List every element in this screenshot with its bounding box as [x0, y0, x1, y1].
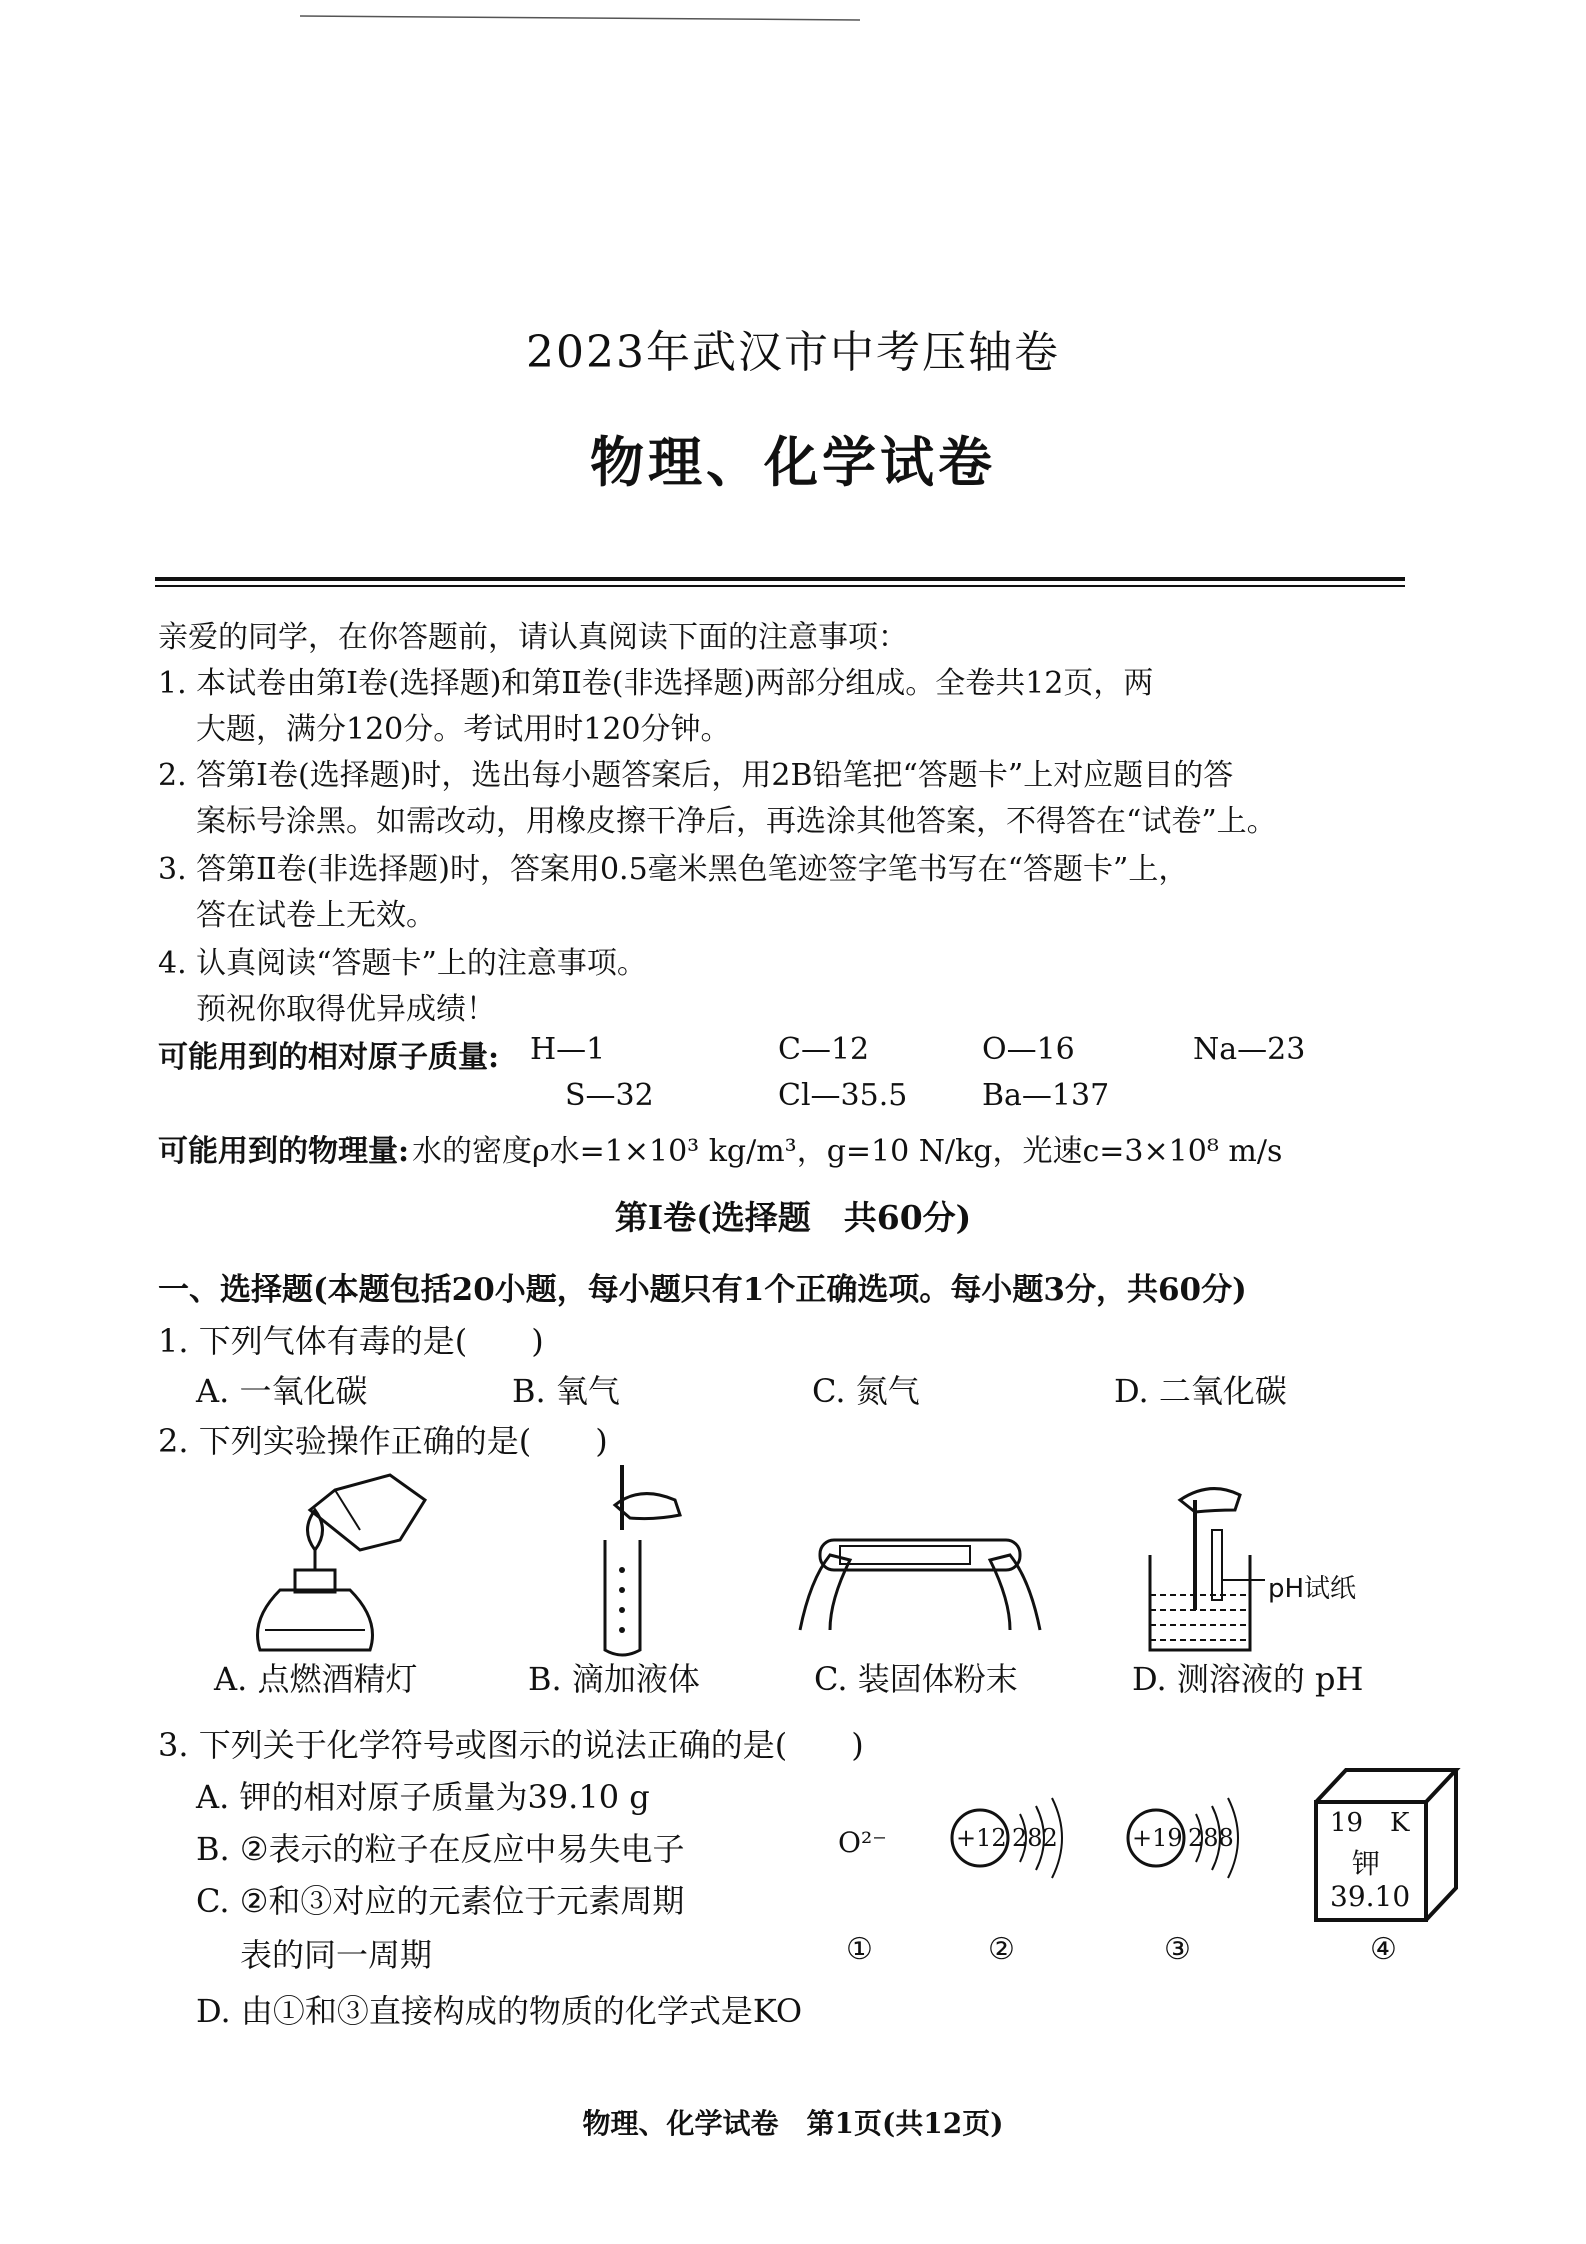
section-title: 第Ⅰ卷(选择题 共60分)	[614, 1198, 972, 1237]
powder-tube-figure	[790, 1520, 1050, 1650]
ph-test-figure	[1140, 1460, 1400, 1660]
atom-3-nucleus: +19	[1132, 1824, 1183, 1852]
atom-2-shells: 282	[1012, 1824, 1058, 1852]
header-divider-thin	[155, 585, 1405, 587]
atomic-mass-c: C—12	[778, 1032, 870, 1067]
notice-item-2-cont: 案标号涂黑。如需改动，用橡皮擦干净后，再选涂其他答案，不得答在“试卷”上。	[196, 804, 1277, 839]
notice-item-1: 1. 本试卷由第Ⅰ卷(选择题)和第Ⅱ卷(非选择题)两部分组成。全卷共12页，两	[158, 666, 1154, 701]
page-footer: 物理、化学试卷 第1页(共12页)	[582, 2107, 1004, 2140]
question-1-option-a: A. 一氧化碳	[196, 1372, 368, 1410]
atomic-mass-na: Na—23	[1193, 1032, 1306, 1067]
question-3-option-c-cont: 表的同一周期	[240, 1936, 433, 1974]
question-3-option-c: C. ②和③对应的元素位于元素周期	[196, 1882, 685, 1920]
atomic-mass-ba: Ba—137	[982, 1078, 1110, 1113]
notice-item-3-cont: 答在试卷上无效。	[196, 898, 436, 933]
element-atomic-number: 19	[1330, 1808, 1364, 1838]
question-3-option-d: D. 由①和③直接构成的物质的化学式是KO	[196, 1992, 803, 2030]
notice-wish: 预祝你取得优异成绩！	[196, 992, 496, 1027]
question-2-option-c: C. 装固体粉末	[814, 1660, 1018, 1698]
question-2-option-b: B. 滴加液体	[528, 1660, 700, 1698]
atomic-mass-h: H—1	[530, 1032, 606, 1067]
element-atomic-mass: 39.10	[1330, 1880, 1411, 1913]
atom-3-shells: 288	[1188, 1824, 1234, 1852]
notice-item-3: 3. 答第Ⅱ卷(非选择题)时，答案用0.5毫米黑色笔迹签字笔书写在“答题卡”上，	[158, 852, 1189, 887]
atomic-mass-cl: Cl—35.5	[778, 1078, 908, 1113]
notice-item-1-cont: 大题，满分120分。考试用时120分钟。	[196, 712, 731, 747]
atomic-mass-label: 可能用到的相对原子质量:	[158, 1040, 500, 1075]
question-2-option-d: D. 测溶液的 pH	[1132, 1660, 1364, 1698]
question-1-option-d: D. 二氧化碳	[1114, 1372, 1287, 1410]
physics-constants-label: 可能用到的物理量:	[158, 1134, 410, 1169]
question-2-stem: 2. 下列实验操作正确的是( )	[158, 1422, 608, 1460]
question-2-option-a: A. 点燃酒精灯	[214, 1660, 418, 1698]
figure-marker-3: ③	[1164, 1932, 1191, 1967]
atomic-mass-o: O—16	[982, 1032, 1075, 1067]
section-heading: 一、选择题(本题包括20小题，每小题只有1个正确选项。每小题3分，共60分)	[158, 1272, 1247, 1308]
question-1-stem: 1. 下列气体有毒的是( )	[158, 1322, 544, 1360]
atomic-mass-s: S—32	[565, 1078, 654, 1113]
atom-2-nucleus: +12	[956, 1824, 1007, 1852]
figure-marker-1: ①	[846, 1932, 873, 1967]
ph-paper-label: pH试纸	[1268, 1574, 1357, 1604]
oxide-ion-symbol: O²⁻	[838, 1826, 887, 1859]
question-3-option-b: B. ②表示的粒子在反应中易失电子	[196, 1830, 685, 1868]
notice-item-2: 2. 答第Ⅰ卷(选择题)时，选出每小题答案后，用2B铅笔把“答题卡”上对应题目的答	[158, 758, 1234, 793]
question-1-option-b: B. 氧气	[512, 1372, 620, 1410]
scan-mark	[300, 14, 870, 24]
element-symbol: K	[1390, 1808, 1410, 1838]
dropper-figure	[560, 1460, 700, 1660]
question-1-option-c: C. 氮气	[812, 1372, 920, 1410]
element-name: 钾	[1352, 1847, 1381, 1880]
question-3-option-a: A. 钾的相对原子质量为39.10 g	[196, 1778, 650, 1816]
alcohol-lamp-figure	[240, 1470, 430, 1660]
figure-marker-2: ②	[988, 1932, 1015, 1967]
notice-intro: 亲爱的同学，在你答题前，请认真阅读下面的注意事项：	[158, 620, 908, 655]
exam-subject-title: 物理、化学试卷	[590, 430, 996, 494]
question-3-stem: 3. 下列关于化学符号或图示的说法正确的是( )	[158, 1726, 864, 1764]
exam-title: 2023年武汉市中考压轴卷	[526, 327, 1060, 378]
header-divider-thick	[155, 577, 1405, 581]
figure-marker-4: ④	[1370, 1932, 1397, 1967]
physics-constants: 水的密度ρ水=1×10³ kg/m³，g=10 N/kg，光速c=3×10⁸ m/s	[412, 1134, 1283, 1169]
notice-item-4: 4. 认真阅读“答题卡”上的注意事项。	[158, 946, 647, 981]
